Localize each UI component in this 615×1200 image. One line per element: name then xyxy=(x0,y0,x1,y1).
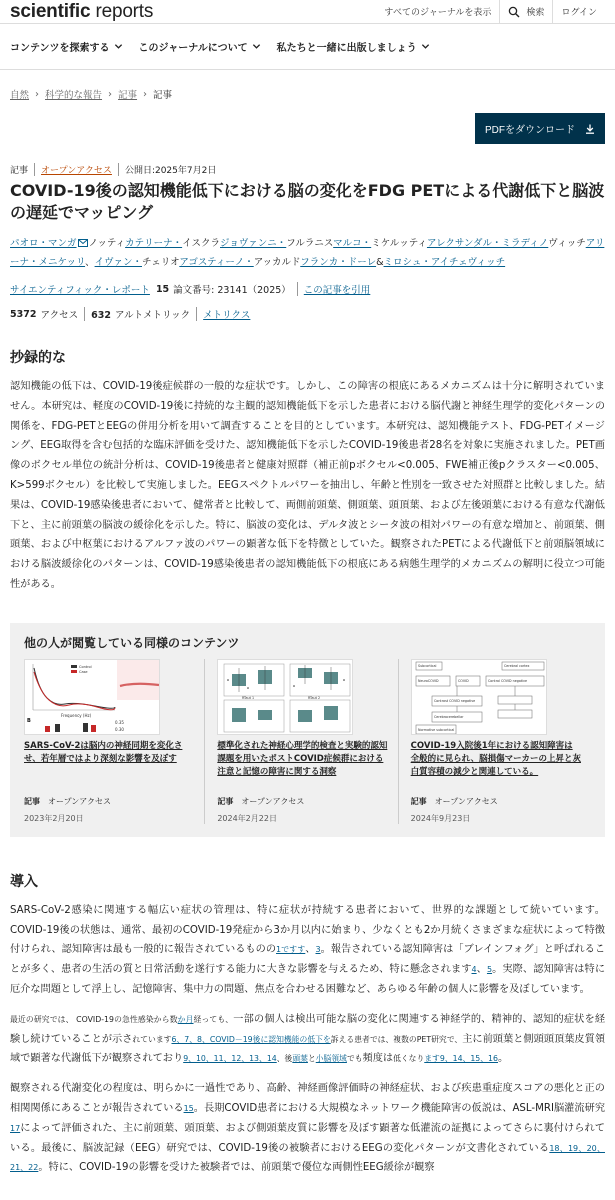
top-bar xyxy=(0,0,615,24)
intro-text: 。報告されている認知障害は「ブレインフォグ」と呼ばれることが多く、患者の生活の質と日常活動を遂行する能力に大きな影響を与えるため、特に懸念されます xyxy=(10,944,606,976)
reference-link[interactable]: 15 xyxy=(183,1103,194,1113)
author-text: ヴィッチ xyxy=(548,238,586,249)
card-type-label: 記事 xyxy=(410,796,427,806)
flow-box-text: Cerebral cortex xyxy=(503,663,530,668)
mail-icon[interactable] xyxy=(78,239,88,247)
breadcrumb-separator: › xyxy=(35,88,40,100)
altmetric-label: アルトメトリック xyxy=(115,310,191,321)
menu-publish[interactable] xyxy=(277,39,430,54)
abstract-text: 認知機能の低下は、COVID-19後症候群の一般的な症状です。しかし、この障害の根底にあるメカニズムは十分に解明されていません。本研究は、軽度のCOVID-19後に持続的な主観的認知機能低下を示した患者における脳代謝と神経生理学的変化パターンの関係を、FDG-PETとEEGの併用分析を用いて調査することを目的としています。本研究は、認知機能テスト、FDG-PETイメージング、EEG取得を含む包括的な臨床評価を受けた、認知機能低下を示したCOVID-19後患者28名を対象に実施されました。PET画像のボクセル単位の統計分析は、COVID-19後患者と健康対照群（補正前pボクセル<0.005、FWE補正後pクラスター<0.005、K>599ボクセル）を比較して実施しました。EEGスペクトルパワーを抽出し、年齢と性別を一致させた対照群と比較しました。結果は、COVID-19感染後患者において、健常者と比較して、両側前頭葉、側頭葉、頭頂葉、および左後頭葉における有意な代謝低下と、主に前頭葉の脳波の緩徐化を示した。特に、脳波の変化は、デルタ波とシータ波の相対パワーの有意な増加と、前頭葉、側頭葉、および中枢葉におけるアルファ波のパワーの顕著な低下を特徴としていた。観察されたPETによる代謝低下と前頭脳領域における脳波緩徐化のパターンは、COVID-19感染後患者の認知機能低下の根底にある病態生理学的メカニズムの解明に役立つ可能性がある。 xyxy=(10,381,605,590)
chevron-down-icon xyxy=(252,42,261,51)
intro-text: 。長期COVID患者における大規模なネットワーク機能障害の仮説は、ASL-MRI脳灌流研究 xyxy=(193,1102,606,1114)
breadcrumb-scientific-reports[interactable]: 科学的な報告 xyxy=(45,90,103,101)
menu-about[interactable] xyxy=(139,39,261,54)
intro-text: 経っても、 xyxy=(193,1014,234,1024)
flow-box-text: Cerebrocerebellar xyxy=(433,714,464,719)
author-text: & xyxy=(376,257,384,268)
article-number: 論文番号: 23141（2025） xyxy=(173,285,291,296)
chevron-down-icon xyxy=(114,42,123,51)
card-type-label: 記事 xyxy=(217,796,234,806)
author-link[interactable]: アレクサンダル・ミラディノ xyxy=(426,238,549,249)
card-type xyxy=(217,796,387,807)
author-list xyxy=(10,234,605,272)
intro-text: SARS-CoV-2感染に関連する幅広い症状の管理は、特に症状が持続する患者において、世界的な課題として続いています。COVID-19後の状態は、通常、最初のCOVID-19発症から3か月以内に始まり、少なくとも2か月続くさまざまな症状によって特徴付けられ、認知障害は最も一般的に報告されているものの xyxy=(10,904,605,956)
author-link[interactable]: フランカ・ドーレ xyxy=(300,257,377,268)
login-link[interactable]: ログイン xyxy=(552,0,605,24)
card-date: 2024年9月23日 xyxy=(410,813,471,823)
pdf-row xyxy=(0,113,615,144)
intro-text: 最近の研究では、 COVID-19の急性感染から数 xyxy=(10,1014,178,1024)
thumb-value-1: 0.35 xyxy=(115,719,124,725)
publish-date: 公開日:2025年7月2日 xyxy=(124,166,217,176)
thumb-axis-2: RTaut 2 xyxy=(308,695,321,700)
intro-paragraph-2 xyxy=(10,1010,605,1069)
introduction-heading: 導入 xyxy=(10,873,38,890)
intro-text: 。特に、COVID-19の影響を受けた被験者では、前頭葉で優位な両側性EEG緩徐が観察 xyxy=(38,1162,435,1174)
related-card xyxy=(411,659,591,824)
main-menu xyxy=(0,24,615,70)
open-access-badge[interactable]: オープンアクセス xyxy=(34,163,119,176)
card-type xyxy=(411,796,581,807)
card-date: 2023年2月20日 xyxy=(24,813,84,823)
journal-logo[interactable] xyxy=(10,1,153,23)
reference-link[interactable]: 18、19、20、21、22 xyxy=(10,1143,605,1173)
reference-link[interactable]: ます9、14、15、16 xyxy=(424,1054,498,1064)
breadcrumb-separator: › xyxy=(108,88,113,100)
intro-text: と xyxy=(307,1054,316,1064)
card-title-link[interactable]: COVID-19入院後1年における認知障害は全般的に見られ、脳損傷マーカーの上昇と灰白質容積の減少と関連している。 xyxy=(410,740,581,777)
inline-link[interactable]: 小脳領域 xyxy=(315,1054,347,1064)
reference-link[interactable]: 5 xyxy=(486,965,493,975)
abstract-heading: 抄録的な xyxy=(10,350,66,366)
related-content xyxy=(10,623,605,837)
card-access: オープンアクセス xyxy=(241,796,305,806)
thumbnail-figure-1 xyxy=(25,660,160,735)
author-text: イスクラ xyxy=(182,238,221,249)
author-link[interactable]: マルコ・ xyxy=(333,238,372,249)
card-title-link[interactable]: 標準化された神経心理学的検査と実験的認知課題を用いたポストCOVID症候群における注意と記憶の障害に関する洞察 xyxy=(217,740,388,777)
author-link[interactable]: ミロシュ・アイチェヴィッチ xyxy=(383,257,506,268)
card-thumbnail[interactable] xyxy=(24,659,160,735)
intro-text: 一部の個人は検出可能な脳の変化に関連する神経学的、精神的、認知的症状を経験し続けていることが示さ xyxy=(10,1013,606,1045)
breadcrumb-articles[interactable]: 記事 xyxy=(118,90,138,101)
thumbnail-figure-3 xyxy=(412,660,547,735)
reference-link[interactable]: 9、10、11、12、13、14 xyxy=(183,1054,277,1064)
author-link[interactable]: アゴスティーノ・ xyxy=(179,257,254,268)
altmetric xyxy=(84,307,190,321)
article-meta xyxy=(10,163,605,176)
intro-paragraph-3 xyxy=(10,1079,605,1178)
inline-link[interactable]: か月 xyxy=(177,1014,194,1024)
author-text: 、 xyxy=(85,257,95,268)
related-heading: 他の人が閲覧している同様のコンテンツ xyxy=(24,635,240,650)
legend-control: Control xyxy=(79,664,92,669)
menu-explore[interactable] xyxy=(10,39,123,54)
intro-text: 。実際、認知障害は特に厄介な問題として浮上し、記憶障害、集中力の問題、焦点を合わせる困難など、あらゆる年齢の個人に影響を及ぼしています。 xyxy=(10,964,606,995)
card-thumbnail[interactable] xyxy=(217,659,353,735)
accesses-count: 5372 xyxy=(10,308,37,320)
reference-link[interactable]: 6、7、8、COVID－19後に認知機能の低下を xyxy=(171,1034,331,1044)
top-nav xyxy=(376,0,605,24)
search-button[interactable] xyxy=(499,0,552,24)
author-link[interactable]: ジョヴァンニ・ xyxy=(220,238,287,249)
author-text: チェリオ xyxy=(141,257,180,268)
reference-link[interactable]: 3 xyxy=(315,945,321,955)
panel-label: B xyxy=(27,717,31,724)
altmetric-count: 632 xyxy=(91,310,112,321)
intro-text: 、後 xyxy=(276,1054,293,1064)
intro-text: でも xyxy=(346,1054,363,1064)
reference-link[interactable]: 17 xyxy=(10,1123,21,1133)
author-link[interactable]: イヴァン・ xyxy=(94,257,142,268)
card-type-label: 記事 xyxy=(24,796,40,806)
flow-box-text: COVID xyxy=(457,678,469,683)
breadcrumb-nature[interactable]: 自然 xyxy=(10,90,30,101)
journal-link[interactable]: サイエンティフィック・レポート xyxy=(10,285,150,296)
card-date: 2024年2月22日 xyxy=(217,813,277,823)
author-text: ミケルッティ xyxy=(371,238,427,249)
thumb-value-2: 0.30 xyxy=(115,726,124,732)
intro-paragraph-1: SARS-CoV-2感染に関連する幅広い症状の管理は、特に症状が持続する患者において、世界的な課題として続いています。COVID-19後の状態は、通常、最初のCOVID-19発症から3か月以内に始まり、少なくとも2か月続くさまざまな症状によって特徴付けられ、認知障害は最も一般的に報告されているものの1ですす、3。報告されている認知障害は「ブレインフォグ」と呼ばれることが多く、患者の生活の質と日常活動を遂行する能力に大きな影響を与えるため、特に懸念されます4、5。実際、認知障害は特に厄介な問題として浮上し、記憶障害、集中力の問題、焦点を合わせる困難など、あらゆる年齢の個人に影響を及ぼしています。 xyxy=(10,904,606,995)
menu-explore-label: コンテンツを探索する xyxy=(10,43,110,54)
intro-text: によって評価された、主に前頭葉、頭頂葉、および側頭葉皮質に影響を及ぼす顕著な低灌流の証拠によってさらに裏付けられている。最後に、脳波記録（EEG）研究では、COVID-19後の被験者におけるEEGの変化パターンが文書化されている xyxy=(10,1122,605,1154)
breadcrumb-separator: › xyxy=(143,88,148,100)
menu-publish-label: 私たちと一緒に出版しましょう xyxy=(276,43,417,54)
breadcrumb xyxy=(0,78,615,110)
related-card xyxy=(24,659,205,824)
article-metrics xyxy=(10,307,605,321)
article-type: 記事 xyxy=(10,166,29,176)
card-access: オープンアクセス xyxy=(434,796,498,806)
flow-box-text: Normative subcortical xyxy=(417,727,454,732)
author-text: フルラニス xyxy=(286,238,334,249)
card-access: オープンアクセス xyxy=(48,796,112,806)
flow-box-text: NeuroCOVID xyxy=(417,678,439,683)
all-journals-link[interactable]: すべてのジャーナルを表示 xyxy=(384,8,492,18)
flow-box-text: Control COVID negative xyxy=(487,678,527,683)
thumb-xlabel: Frequency (Hz) xyxy=(61,712,92,718)
download-pdf-label: PDFをダウンロード xyxy=(485,125,575,136)
intro-text: れています xyxy=(132,1034,172,1044)
article-title: COVID-19後の認知機能低下における脳の変化をFDG PETによる代謝低下と脳波の遅延でマッピング xyxy=(10,181,605,222)
breadcrumb-current: 記事 xyxy=(153,90,173,101)
author-text: アッカルド xyxy=(253,257,301,268)
intro-text: 観察される代謝変化の程度は、明らかに一過性であり、高齢、神経画像評価時の神経症状、および疾患重症度スコアの悪化と正の相関関係にあることが報告されている xyxy=(10,1083,605,1114)
menu-about-label: このジャーナルについて xyxy=(138,43,248,54)
download-icon xyxy=(585,124,595,134)
author-text: ノッティ xyxy=(88,238,126,249)
card-type xyxy=(24,796,194,807)
author-link[interactable]: アリーナ・メニケッリ xyxy=(10,238,605,268)
accesses-label: アクセス xyxy=(40,310,79,321)
card-thumbnail[interactable] xyxy=(411,659,547,735)
logo-bold: scientific xyxy=(10,0,91,22)
logo-light: reports xyxy=(90,0,154,22)
cite-article-link[interactable]: この記事を引用 xyxy=(297,282,371,296)
author-link[interactable]: カテリーナ・ xyxy=(125,238,183,249)
related-card xyxy=(217,659,398,824)
legend-case: Case xyxy=(79,669,88,674)
intro-text: 頻度は xyxy=(362,1053,394,1065)
intro-text: 主に前頭葉と側頭頭頂葉皮質領域で顕著な代謝低下が観察されており xyxy=(10,1033,606,1065)
reference-link[interactable]: 4 xyxy=(471,965,477,975)
journal-volume: 15 xyxy=(155,283,170,295)
related-cards xyxy=(24,659,591,824)
flow-box-text: Subcortical xyxy=(417,663,437,668)
intro-text: 。 xyxy=(497,1053,509,1065)
metrics-link[interactable]: メトリクス xyxy=(196,307,250,321)
search-icon xyxy=(508,6,520,18)
thumbnail-figure-2 xyxy=(218,660,353,735)
flow-box-text: Contrast COVID negative xyxy=(433,698,475,703)
chevron-down-icon xyxy=(421,42,430,51)
author-link[interactable]: パオロ・マンガ xyxy=(10,238,77,249)
intro-text: 低くなり xyxy=(393,1054,425,1064)
download-pdf-button[interactable] xyxy=(475,113,605,144)
intro-text: 訴える患者では、複数のPET研究で、 xyxy=(330,1034,463,1044)
search-label: 検索 xyxy=(526,8,545,18)
journal-info xyxy=(10,282,605,296)
card-title-link[interactable]: SARS-CoV-2は脳内の神経同期を変化させ、若年層ではより深刻な影響を及ぼす xyxy=(24,740,183,764)
reference-link[interactable]: 1ですす xyxy=(276,945,306,955)
inline-link[interactable]: 頭葉 xyxy=(292,1054,308,1064)
thumb-axis-1: RTaut 1 xyxy=(242,695,255,700)
